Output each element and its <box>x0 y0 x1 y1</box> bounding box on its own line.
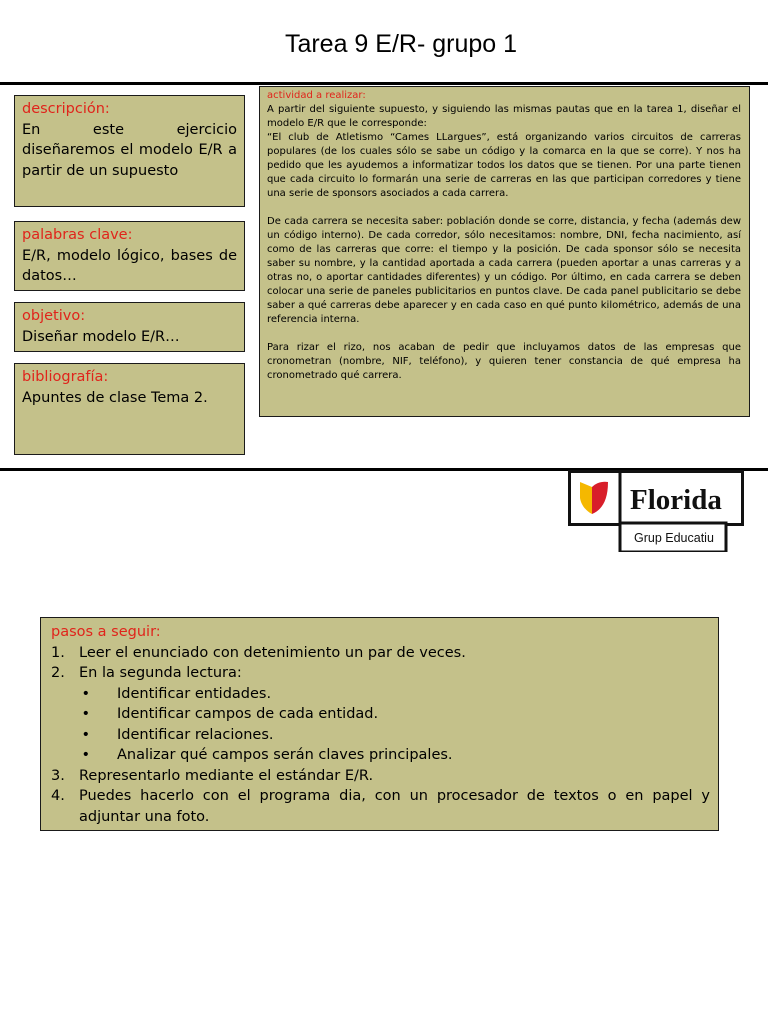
objetivo-label: objetivo: <box>22 308 86 324</box>
subitem-text: Identificar campos de cada entidad. <box>117 706 379 722</box>
palabras-clave-text: E/R, modelo lógico, bases de datos… <box>22 247 237 284</box>
pasos-box <box>40 617 719 831</box>
logo-name: Florida <box>630 484 722 516</box>
list-subitem <box>51 725 710 746</box>
list-number: 3. <box>51 767 65 784</box>
bullet-icon: • <box>81 747 90 763</box>
bibliografia-box <box>14 363 245 455</box>
actividad-paragraph: “El club de Atletismo “Cames LLargues”, está organizando varios circuitos de carreras populares (de los cuales sólo se sabe un código y la comarca en la que se corre). Y nos ha pedido que les ayudemos a informatizar todos los datos que se tienen. Por una parte tienen que cada circuito lo formarán una serie de carreras en las que participan corredores y tiene una serie de sponsors asociados a cada carrera. <box>267 132 741 199</box>
list-item <box>51 786 710 827</box>
objetivo-text: Diseñar modelo E/R… <box>22 328 180 345</box>
subitem-text: Identificar entidades. <box>117 685 272 702</box>
subitem-text: Identificar relaciones. <box>117 726 274 743</box>
actividad-intro: A partir del siguiente supuesto, y siguiendo las mismas pautas que en la tarea 1, diseñar el modelo E/R que le corresponde: <box>267 104 741 129</box>
step-text: Leer el enunciado con detenimiento un par de veces. <box>79 644 466 661</box>
list-number: 2. <box>51 665 65 681</box>
list-subitem <box>51 745 710 766</box>
list-item <box>51 766 710 787</box>
palabras-clave-label: palabras clave: <box>22 227 133 243</box>
descripcion-box <box>14 95 245 207</box>
list-item <box>51 663 710 684</box>
page-title: Tarea 9 E/R- grupo 1 <box>284 30 518 58</box>
actividad-label: actividad a realizar: <box>267 90 366 101</box>
descripcion-text: En este ejercicio diseñaremos el modelo E/R a partir de un supuesto <box>22 121 237 179</box>
step-text: Representarlo mediante el estándar E/R. <box>79 767 374 784</box>
step-text: Puedes hacerlo con el programa dia, con un procesador de textos o en papel y adjuntar una foto. <box>79 788 710 825</box>
actividad-box <box>259 86 750 417</box>
list-item <box>51 643 710 664</box>
descripcion-label: descripción: <box>22 101 110 117</box>
top-divider <box>0 82 768 85</box>
actividad-paragraph: De cada carrera se necesita saber: población donde se corre, distancia, y fecha (además dew un código interno). De cada corredor, sólo necesitamos: nombre, DNI, fecha nacimiento, así como de las carreras que corre: el tiempo y la posición. De cada sponsor sólo se necesita saber su nombre, y la cantidad aportada a cada carrera (pueden aportar a unas carreras y a otras no, o aportar cantidades diferentes) y un código. Por último, en cada carrera se deben colocar una serie de paneles publicitarios en puntos clave. De cada panel publicitario se debe saber a qué carreras debe aparecer y en cada caso en qué punto kilométrico, además de una referencia interna. <box>267 216 741 325</box>
logo-subtitle: Grup Educatiu <box>634 531 714 545</box>
list-number: 4. <box>51 788 65 804</box>
list-subitem <box>51 684 710 705</box>
palabras-clave-box <box>14 221 245 291</box>
florida-logo-graphic <box>568 470 744 552</box>
list-number: 1. <box>51 644 65 661</box>
step-text: En la segunda lectura: <box>79 665 242 681</box>
florida-logo <box>568 470 744 552</box>
subitem-text: Analizar qué campos serán claves principales. <box>117 747 453 763</box>
bullet-icon: • <box>81 685 90 702</box>
bibliografia-text: Apuntes de clase Tema 2. <box>22 389 208 406</box>
bibliografia-label: bibliografía: <box>22 369 109 385</box>
pasos-label: pasos a seguir: <box>51 624 161 640</box>
bullet-icon: • <box>81 706 90 722</box>
actividad-paragraph: Para rizar el rizo, nos acaban de pedir que incluyamos datos de las empresas que cronometran (nombre, NIF, teléfono), y quieren tener constancia de qué empresa ha cronometrado qué carrera. <box>267 342 741 381</box>
list-subitem <box>51 704 710 725</box>
objetivo-box <box>14 302 245 352</box>
bullet-icon: • <box>81 726 90 743</box>
